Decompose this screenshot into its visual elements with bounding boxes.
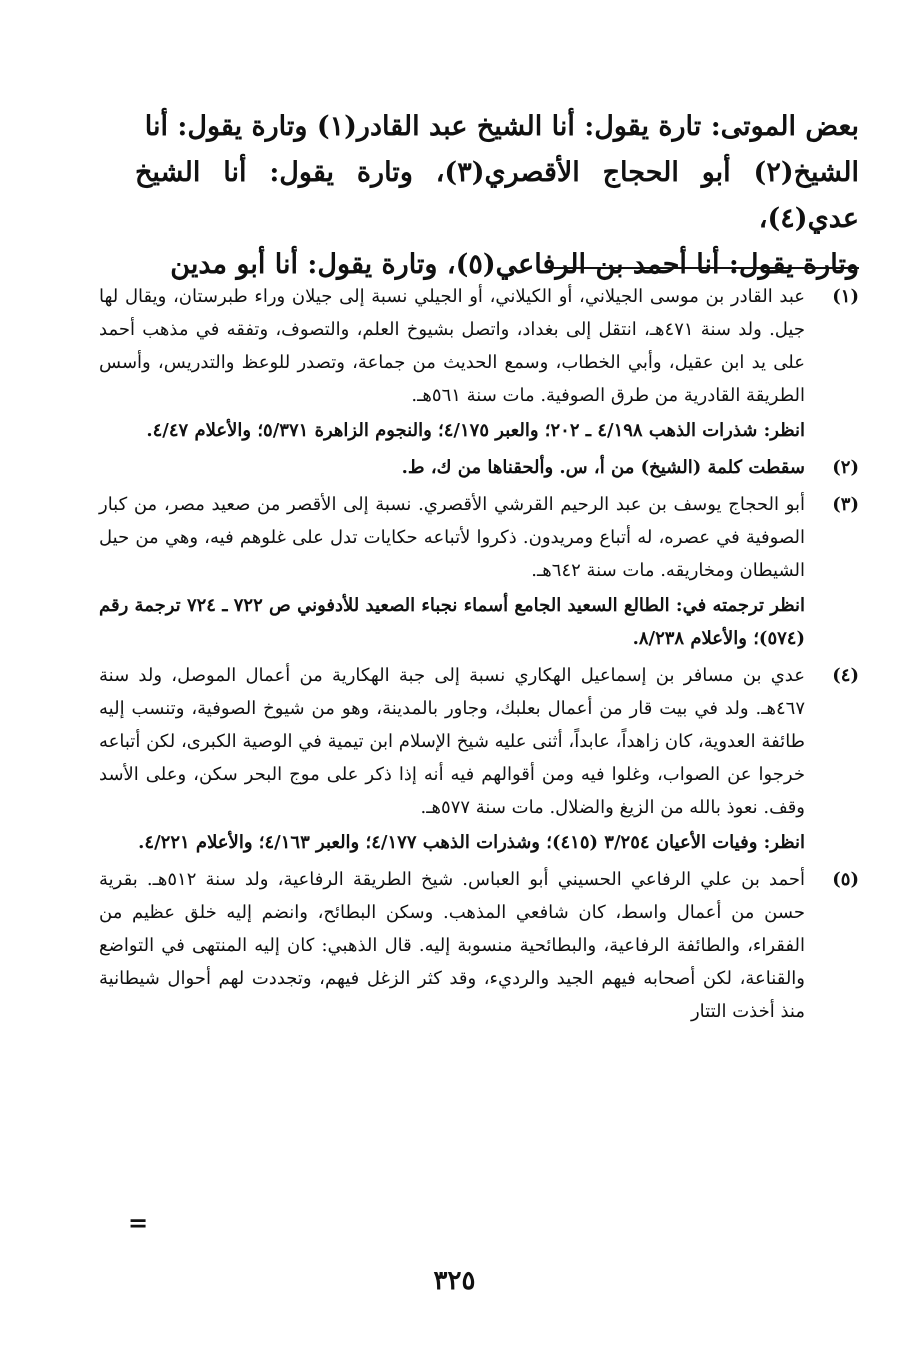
footnote-number: (١) [832,286,859,307]
footnote-text: أحمد بن علي الرفاعي الحسيني أبو العباس. شيخ الطريقة الرفاعية، ولد سنة ٥١٢هـ. بقرية حسن من أعمال واسط، كان شافعي المذهب. وسكن البطائح، وانضم إليه خلق عظيم من الفقراء، والطائفة الرفاعية، والبطائحية منسوبة إليه. قال الذهبي: كان إليه المنتهى في التواضع والقناعة، لكن أصحابه فيهم الجيد والرديء، وقد كثر الزغل فيهم، وتجددت لهم أحوال شيطانية منذ أخذت التتار [99,869,805,1022]
footnote-reference: انظر: وفيات الأعيان ٣/٢٥٤ (٤١٥)؛ وشذرات الذهب ٤/١٧٧؛ والعبر ٤/١٦٣؛ والأعلام ٤/٢٢١. [138,832,805,853]
footnote-reference: انظر ترجمته في: الطالع السعيد الجامع أسماء نجباء الصعيد للأدفوني ص ٧٢٢ ـ ٧٢٤ ترجمة رقم (٥٧٤)؛ والأعلام ٨/٢٣٨. [99,595,805,649]
footnote-number: (٥) [832,869,859,890]
footnote-4 [99,659,859,859]
footnote-1 [99,280,859,447]
main-text-line-2: الشيخ(٢) أبو الحجاج الأقصري(٣)، وتارة يقول: أنا الشيخ عدي(٤)، [135,157,859,234]
main-text-line-1: بعض الموتى: تارة يقول: أنا الشيخ عبد القادر(١) وتارة يقول: أنا [144,111,859,142]
main-text [135,104,859,288]
footnote-text: عدي بن مسافر بن إسماعيل الهكاري نسبة إلى جبة الهكارية من أعمال الموصل، ولد سنة ٤٦٧هـ. ولد في بيت قار من أعمال بعلبك، وجاور بالمدينة، وهو من شيوخ الصوفية، وتنسب إليه طائفة العدوية، كان زاهداً، عابداً، أثنى عليه شيخ الإسلام ابن تيمية في الوصية الكبرى، لكن أتباعه خرجوا عن الصواب، وغلوا فيه ومن أقوالهم فيه أنه إذا ذكر على موج البحر سكن، وعلى الأسد وقف. نعوذ بالله من الزيغ والضلال. مات سنة ٥٧٧هـ. [99,665,805,818]
page-number: ٣٢٥ [433,1266,476,1296]
footnote-3 [99,488,859,655]
footnote-separator [549,267,859,269]
footnote-number: (٤) [832,665,859,686]
footnote-number: (٣) [832,494,859,515]
footnote-5 [99,863,859,1028]
footnotes [99,280,859,1032]
footnote-number: (٢) [832,457,859,478]
footnote-2 [99,451,859,484]
footnote-text: أبو الحجاج يوسف بن عبد الرحيم القرشي الأقصري. نسبة إلى الأقصر من صعيد مصر، من كبار الصوفية في عصره، له أتباع ومريدون. ذكروا لأتباعه حكايات تدل على غلوهم فيه، وهي من حيل الشيطان ومخاريقه. مات سنة ٦٤٢هـ. [99,494,805,581]
main-text-line-3: وتارة يقول: أنا أحمد بن الرفاعي(٥)، وتارة يقول: أنا أبو مدين [170,249,859,280]
footnote-text: عبد القادر بن موسى الجيلاني، أو الكيلاني، أو الجيلي نسبة إلى جيلان وراء طبرستان، ويقال لها جيل. ولد سنة ٤٧١هـ، انتقل إلى بغداد، واتصل بشيوخ العلم، والتصوف، وتفقه في مذهب أحمد على يد ابن عقيل، وأبي الخطاب، وسمع الحديث من جماعة، وتصدر للوعظ والتدريس، وأسس الطريقة القادرية من طرق الصوفية. مات سنة ٥٦١هـ. [99,286,805,406]
continuation-mark: = [128,1208,149,1237]
footnote-reference: انظر: شذرات الذهب ٤/١٩٨ ـ ٢٠٢؛ والعبر ٤/١٧٥؛ والنجوم الزاهرة ٥/٣٧١؛ والأعلام ٤/٤٧. [146,420,805,441]
footnote-text: سقطت كلمة (الشيخ) من أ، س. وألحقناها من ك، ط. [401,457,805,478]
